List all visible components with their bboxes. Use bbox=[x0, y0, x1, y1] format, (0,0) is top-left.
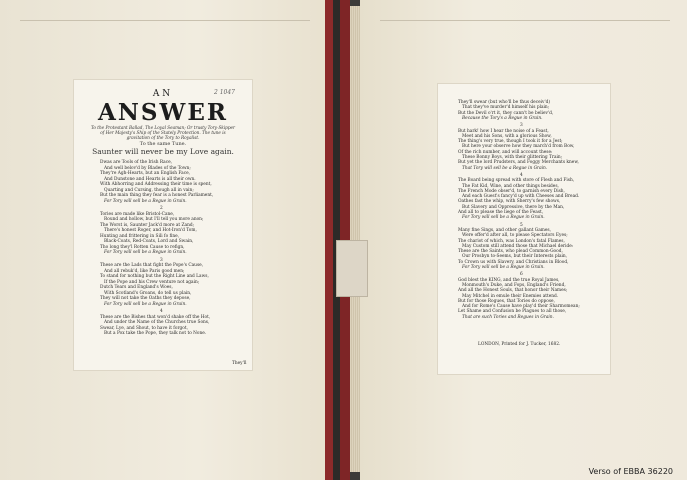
verse-line: And well belov'd by Blades of the Town; bbox=[104, 165, 191, 171]
mount-line bbox=[20, 20, 310, 21]
verse-line: But the Devil o'rt it, they cann't be believ'd, bbox=[458, 110, 554, 116]
verse-line: Dutch Tears and England's Woes, bbox=[100, 285, 173, 290]
verse-line: These are the Saints, who plead Common-Good, bbox=[458, 249, 563, 255]
verse-line: These are the Bishes that won'd shake off the Hot, bbox=[100, 314, 211, 320]
verse-line: May Custom still attend those that Michael deride: bbox=[462, 243, 574, 249]
verse-line: Were offer'd after all, to please Spectators Eyes; bbox=[462, 233, 568, 239]
verse-line: If the Pope and his Crew venture not again; bbox=[104, 279, 200, 285]
verse-line: But here your observe how they march'd from Bow, bbox=[462, 144, 575, 150]
verse-line: And all the Honest Souls, that honor their Names; bbox=[458, 288, 568, 294]
mount-line bbox=[380, 20, 670, 21]
verse-line: The chariot of which, was London's fatal Flames, bbox=[458, 238, 565, 244]
verse-number: 4 bbox=[160, 309, 163, 314]
verse-line: For Tory will sell be a Regue in Grain. bbox=[462, 215, 545, 221]
verse-line: These are the Lads that fight the Pope's Cause, bbox=[100, 263, 204, 268]
pencil-mark: 2 1047 bbox=[214, 89, 235, 96]
verse-line: Meet and his Sons, with a glorious Show, bbox=[462, 133, 552, 139]
verse-line: For Tory will sell be a Regue in Grain. bbox=[104, 250, 187, 255]
verse-line: But Slavery and Oppressive, there by the Man, bbox=[462, 204, 565, 210]
verse-line: To Crown us with Slavery, and Christians in Blood, bbox=[458, 259, 569, 265]
imprint: LONDON, Printed for J. Tucker, 1682. bbox=[478, 342, 561, 347]
verse-line: And all rebuk'd, like Paris good men; bbox=[104, 268, 185, 274]
verse-line: Our Prosbyn to-Seems, but their Interests plain, bbox=[462, 254, 568, 260]
verse-line: Dwas are Tools of the Irish Race, bbox=[100, 160, 173, 165]
verse-line: That they've murder'd himself his plain; bbox=[462, 105, 550, 111]
verse-line: Tho long they'l Rotten Cause to refign, bbox=[100, 244, 185, 250]
verse-line: But hark! how I hear the noise of a Feast, bbox=[458, 128, 549, 134]
verse-line: Of the rich number, and will account these: bbox=[458, 149, 553, 155]
verse-line: Round and hollow, but I'll tell you more anon; bbox=[104, 217, 204, 222]
subtitle: Saunter will never be my Love again. bbox=[92, 147, 234, 156]
left-binding-edge bbox=[325, 0, 333, 480]
tune-line: To the same Tune. bbox=[139, 141, 187, 147]
verse-line: The thing's very true, though I took it for a Jest; bbox=[458, 139, 563, 145]
title-answer: ANSWER bbox=[98, 99, 228, 126]
verse-line: For Tory will sell be a Regue in Grain. bbox=[462, 265, 545, 270]
verse-line: With Abhorring and Addressing their time is spent, bbox=[100, 182, 212, 187]
verse-line: For Tory will sell be a Regue in Grain. bbox=[104, 198, 187, 204]
verse-line: Swear, Lye, and Shout, to have it forgot, bbox=[100, 325, 188, 331]
verse-line: And all to please the liege of the Feast, bbox=[458, 210, 544, 215]
verse-line: Because the Tory's a Regue in Grain. bbox=[462, 115, 543, 121]
verse-line: To stand for nothing but the Right Line and Laws, bbox=[100, 274, 209, 279]
verse-line: Oathes fast the whip, with Sherry's few shows, bbox=[458, 199, 561, 205]
verse-line: But a Pox take the Pope, they talk not to None. bbox=[104, 331, 207, 336]
header-line: of Her Majesty's Ship of the Stately Protection. The tune is bbox=[100, 130, 226, 135]
verse-line: And each Guest's fancy'd up with Cheeses and Bread. bbox=[462, 194, 580, 200]
verse-line: Monmouth's Duke, and Fops, England's Friend, bbox=[462, 282, 566, 288]
verse-line: They're Agh-Hearts, but an English Face, bbox=[100, 171, 191, 176]
left-broadside bbox=[74, 80, 252, 370]
verse-line: Hunting and frittering in Sili fo fine, bbox=[100, 233, 180, 239]
right-broadside bbox=[438, 84, 610, 374]
header-line: To the Protestant Ballad, The Loyal Seaman; Or trusty Tory-Skipper bbox=[90, 125, 236, 130]
verse-line: And under the Name of the Churches true Sons, bbox=[104, 320, 210, 325]
verse-line: But yet the lord Prudsters, and Foggy Merchants knew, bbox=[458, 160, 579, 166]
verse-line: That are such Tories and Regues in Grain. bbox=[462, 314, 554, 320]
verse-line: But the main thing they fear is a honest Parliament, bbox=[100, 193, 214, 198]
verse-line: They'll swear (but who'll be thus deceiv'd) bbox=[458, 100, 551, 105]
verse-line: They will not take the Oaths they depose, bbox=[100, 296, 191, 301]
verse-line: And for Rome's Cause have play'd their Sharmomean; bbox=[462, 304, 580, 310]
verse-line: And Dunstone and Hearts is all their own. bbox=[104, 176, 196, 182]
caption: Verso of EBBA 36220 bbox=[588, 467, 673, 476]
verse-line: The French Mode obser'd, to garnish every Dish, bbox=[458, 188, 565, 194]
verse-line: But for those Rogues, that Tories do oppose, bbox=[458, 298, 555, 304]
verse-line: That Tory will sell be a Regue in Grain. bbox=[462, 165, 548, 171]
verse-number: 4 bbox=[520, 172, 523, 178]
verse-number: 5 bbox=[520, 222, 523, 228]
verse-line: Black-Coats, Red-Coats, Lord and Swain, bbox=[104, 239, 194, 244]
verse-line: The Board being spread with store of Flesh and Fish, bbox=[458, 178, 575, 184]
catchword: They'll bbox=[232, 361, 247, 366]
verse-line: The Fat Kid, Wine, and other things besides, bbox=[462, 183, 559, 189]
verse-line: Tories are made like Bristol-Cane, bbox=[100, 211, 175, 217]
title-an: AN bbox=[152, 89, 174, 99]
verse-line: May Mitchel in emule their Enemies attend. bbox=[462, 293, 559, 299]
verse-number: 6 bbox=[520, 272, 523, 278]
verse-line: The Worst is, Saunter Jack'd more at Zand; bbox=[100, 222, 195, 228]
verse-number: 3 bbox=[520, 123, 523, 129]
verse-line: With Scotland's Groans, do tell us plain, bbox=[104, 290, 192, 296]
header-line: gravitation of the Tory to Royalist. bbox=[126, 135, 200, 140]
verse-line: Quarting and Cursing, though all in vain; bbox=[104, 187, 194, 193]
verse-number: 2 bbox=[160, 206, 163, 211]
verse-line: For Tory will sell be a Regue in Grain. bbox=[104, 301, 187, 307]
verse-number: 3 bbox=[160, 257, 163, 263]
verse-line: Let Shame and Confusion be Plagues to all those, bbox=[458, 309, 567, 315]
verse-line: There's honest Roger, and Hot-Iron'd Tom, bbox=[104, 228, 197, 233]
verse-line: Many fine Sings, and other gallant Games, bbox=[458, 227, 551, 233]
verse-line: God blest the KING, and the true Royal James, bbox=[458, 277, 560, 283]
paper-tab bbox=[336, 240, 368, 297]
verse-line: These Bonny Boys, with their glittering Train; bbox=[462, 155, 563, 160]
